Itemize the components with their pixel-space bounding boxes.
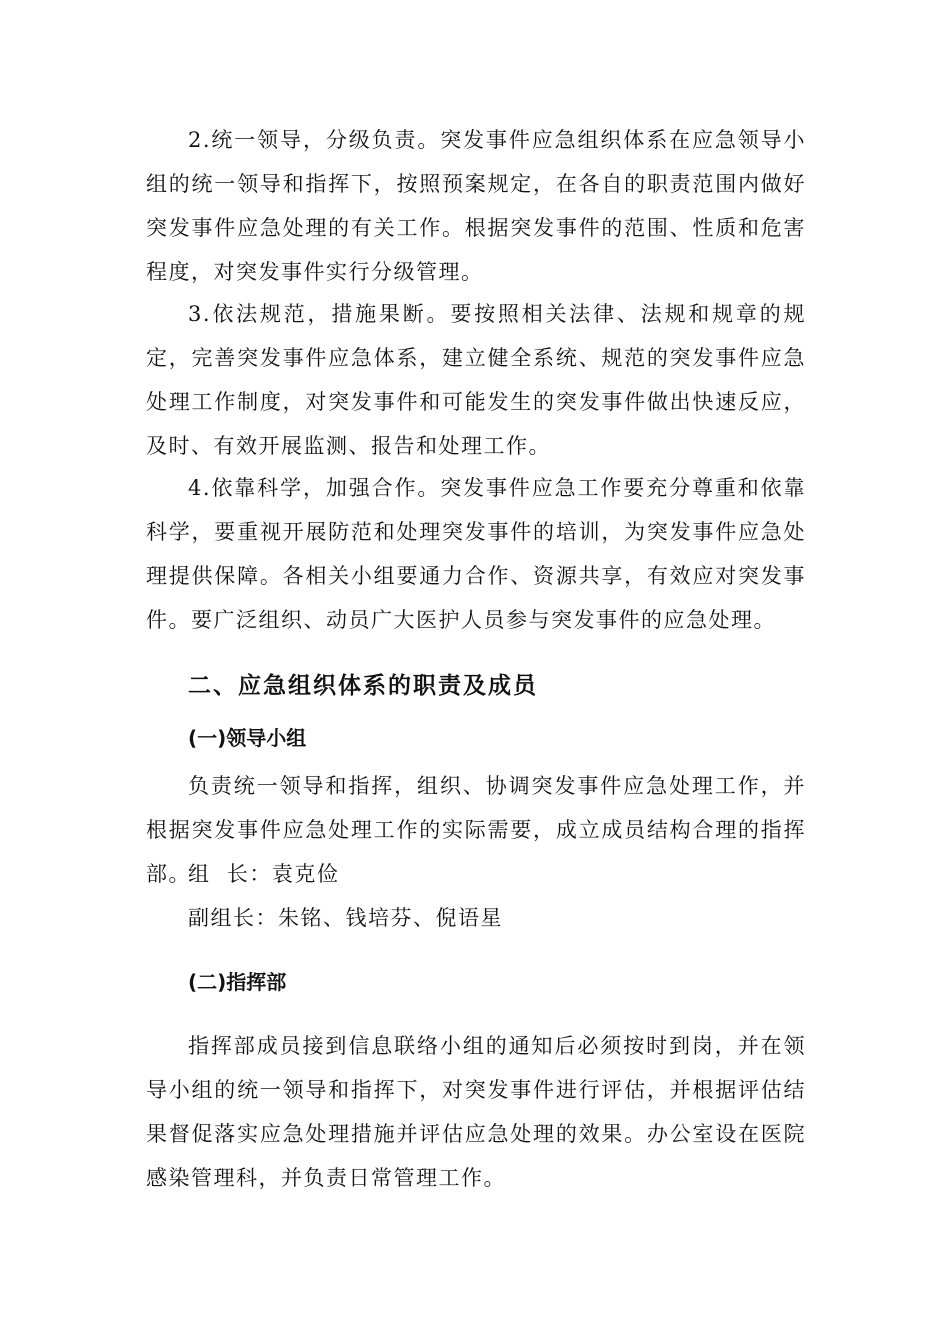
principle-2-paragraph: 2.统一领导，分级负责。突发事件应急组织体系在应急领导小组的统一领导和指挥下，按照预案规定，在各自的职责范围内做好突发事件应急处理的有关工作。根据突发事件的范围、性质和危害程度，对突发事件实行分级管理。	[146, 128, 806, 284]
principle-4-paragraph: 4.依靠科学，加强合作。突发事件应急工作要充分尊重和依靠科学，要重视开展防范和处理突发事件的培训，为突发事件应急处理提供保障。各相关小组要通力合作、资源共享，有效应对突发事件。要广泛组织、动员广大医护人员参与突发事件的应急处理。	[146, 476, 806, 632]
command-center-heading: (二)指挥部	[188, 970, 287, 994]
section-2-heading: 二、应急组织体系的职责及成员	[188, 673, 538, 699]
leadership-group-heading: (一)领导小组	[188, 726, 307, 750]
group-leader-line: 组 长：袁克俭	[188, 862, 340, 886]
leadership-group-paragraph: 负责统一领导和指挥，组织、协调突发事件应急处理工作，并根据突发事件应急处理工作的实际需要，成立成员结构合理的指挥部。	[146, 774, 806, 886]
command-center-paragraph: 指挥部成员接到信息联络小组的通知后必须按时到岗，并在领导小组的统一领导和指挥下，对突发事件进行评估，并根据评估结果督促落实应急处理措施并评估应急处理的效果。办公室设在医院感染管理科，并负责日常管理工作。	[146, 1034, 806, 1190]
principle-3-paragraph: 3.依法规范，措施果断。要按照相关法律、法规和规章的规定，完善突发事件应急体系，建立健全系统、规范的突发事件应急处理工作制度，对突发事件和可能发生的突发事件做出快速反应，及时、有效开展监测、报告和处理工作。	[146, 302, 806, 458]
deputy-leader-line: 副组长：朱铭、钱培芬、倪语星	[188, 906, 503, 930]
